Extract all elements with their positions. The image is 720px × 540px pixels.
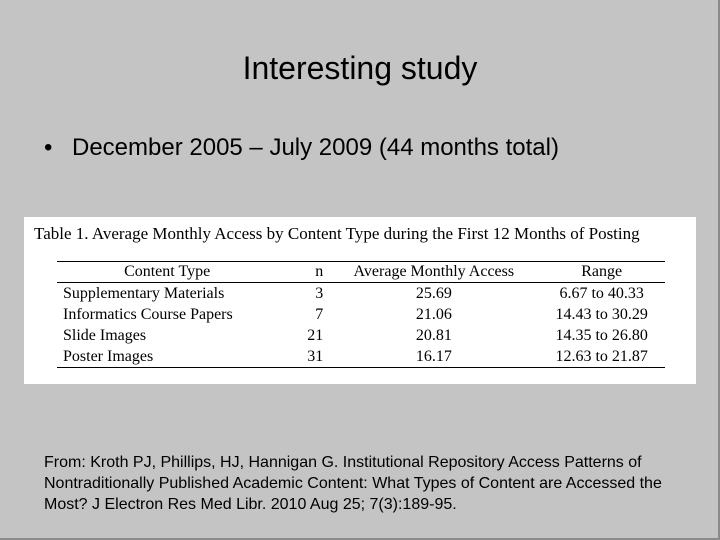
cell-content-type: Informatics Course Papers — [63, 306, 233, 323]
table-row — [57, 283, 665, 305]
access-table — [57, 261, 665, 368]
table-caption: Table 1. Average Monthly Access by Content Type during the First 12 Months of Posting — [34, 224, 640, 243]
bullet-marker: • — [44, 134, 53, 161]
table-header-row — [57, 262, 665, 283]
cell-average: 16.17 — [415, 348, 452, 365]
header-content-type: Content Type — [57, 262, 277, 283]
cell-n: 7 — [315, 306, 324, 323]
header-n: n — [277, 262, 329, 283]
table-row — [57, 346, 665, 368]
cell-average: 21.06 — [415, 306, 452, 323]
cell-content-type: Slide Images — [63, 327, 147, 344]
cell-range: 14.43 to 30.29 — [555, 306, 648, 323]
cell-average: 20.81 — [415, 327, 452, 344]
bullet-text: December 2005 – July 2009 (44 months total) — [72, 134, 559, 161]
table-image-panel — [24, 217, 696, 384]
cell-n: 3 — [315, 285, 324, 302]
slide-title: Interesting study — [242, 50, 478, 86]
cell-n: 31 — [307, 348, 324, 365]
bullet-item — [44, 132, 559, 164]
table-row — [57, 325, 665, 346]
cell-average: 25.69 — [415, 285, 452, 302]
citation-text: From: Kroth PJ, Phillips, HJ, Hannigan G. Institutional Repository Access Patterns of Nontraditionally Published Academic Content: What Types of Content are Accessed the Most? J Electron Res Med Libr. 2010 Aug 25; 7(3):189-95. — [44, 454, 662, 513]
cell-range: 6.67 to 40.33 — [559, 285, 644, 302]
cell-range: 12.63 to 21.87 — [555, 348, 648, 365]
cell-content-type: Poster Images — [63, 348, 154, 365]
cell-n: 21 — [307, 327, 324, 344]
table-row — [57, 304, 665, 325]
cell-range: 14.35 to 26.80 — [555, 327, 648, 344]
header-range: Range — [538, 262, 665, 283]
cell-content-type: Supplementary Materials — [63, 285, 225, 302]
header-average-monthly-access: Average Monthly Access — [329, 262, 538, 283]
